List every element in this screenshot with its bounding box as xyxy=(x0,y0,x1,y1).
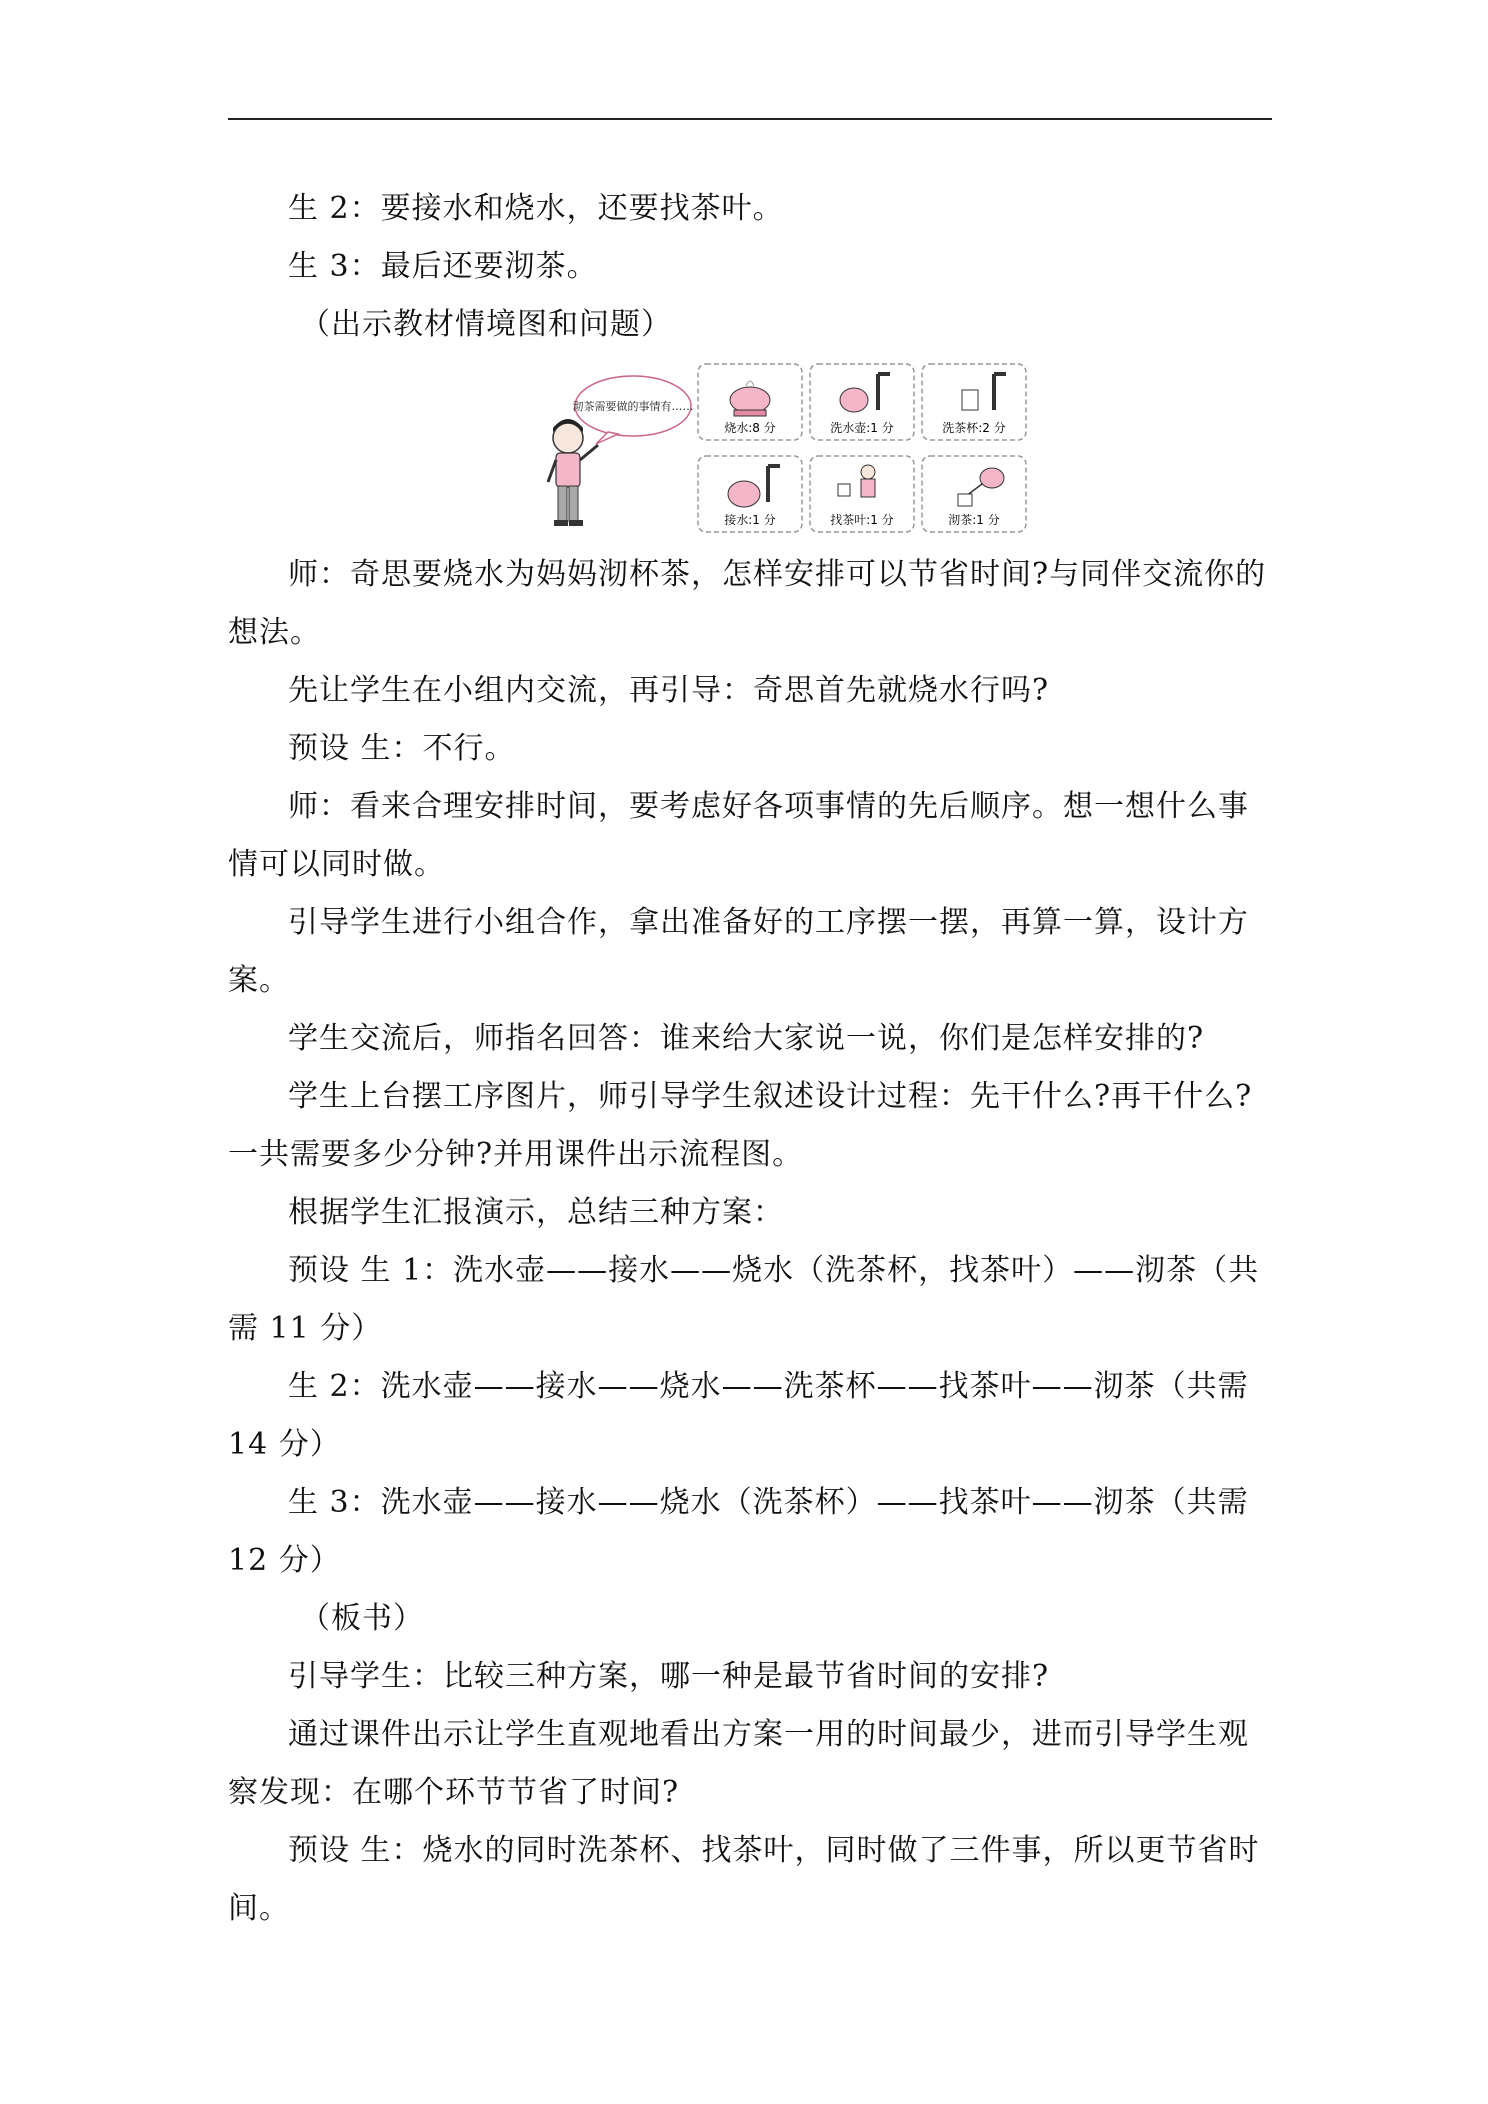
step-card-3 xyxy=(922,364,1026,440)
step-card-4-label: 接水:1 分 xyxy=(724,513,776,527)
paragraph-7: 师：看来合理安排时间，要考虑好各项事情的先后顺序。想一想什么事情可以同时做。 xyxy=(228,789,1249,882)
paragraph-12: 预设 生 1：洗水壶——接水——烧水（洗茶杯，找茶叶）——沏茶（共需 11 分） xyxy=(228,1253,1260,1346)
step-card-2 xyxy=(810,364,914,440)
speech-bubble-text: 沏茶需要做的事情有…… xyxy=(572,400,694,413)
document-body xyxy=(228,180,1272,1938)
paragraph-8: 引导学生进行小组合作，拿出准备好的工序摆一摆，再算一算，设计方案。 xyxy=(228,905,1249,998)
paragraph-11: 根据学生汇报演示，总结三种方案： xyxy=(288,1195,784,1230)
step-card-2-label: 洗水壶:1 分 xyxy=(830,421,894,435)
tea-steps-illustration xyxy=(538,360,1058,540)
paragraph-10: 学生上台摆工序图片，师引导学生叙述设计过程：先干什么?再干什么?一共需要多少分钟?并用课件出示流程图。 xyxy=(228,1079,1253,1172)
paragraph-13: 生 2：洗水壶——接水——烧水——洗茶杯——找茶叶——沏茶（共需 14 分） xyxy=(228,1369,1249,1462)
paragraph-15: （板书） xyxy=(300,1601,424,1636)
step-card-1 xyxy=(698,364,802,440)
step-card-3-label: 洗茶杯:2 分 xyxy=(942,421,1006,435)
boy-figure-icon xyxy=(548,419,598,526)
step-card-6 xyxy=(922,456,1026,532)
paragraph-17: 通过课件出示让学生直观地看出方案一用的时间最少，进而引导学生观察发现：在哪个环节节省了时间? xyxy=(228,1717,1249,1810)
paragraph-4: 师：奇思要烧水为妈妈沏杯茶，怎样安排可以节省时间?与同伴交流你的想法。 xyxy=(228,557,1267,650)
step-card-5 xyxy=(810,456,914,532)
step-card-5-label: 找茶叶:1 分 xyxy=(830,513,894,527)
illustration-svg xyxy=(538,360,1058,540)
paragraph-14: 生 3：洗水壶——接水——烧水（洗茶杯）——找茶叶——沏茶（共需 12 分） xyxy=(228,1485,1249,1578)
step-card-1-label: 烧水:8 分 xyxy=(724,421,776,435)
step-card-6-label: 沏茶:1 分 xyxy=(948,513,1000,527)
paragraph-2: 生 3：最后还要沏茶。 xyxy=(288,249,598,284)
paragraph-16: 引导学生：比较三种方案，哪一种是最节省时间的安排? xyxy=(288,1659,1050,1694)
header-rule xyxy=(228,118,1272,120)
paragraph-1: 生 2：要接水和烧水，还要找茶叶。 xyxy=(288,191,784,226)
step-card-4 xyxy=(698,456,802,532)
paragraph-6: 预设 生：不行。 xyxy=(288,731,516,766)
speech-bubble xyxy=(573,376,694,444)
paragraph-5: 先让学生在小组内交流，再引导：奇思首先就烧水行吗? xyxy=(288,673,1050,708)
paragraph-18: 预设 生：烧水的同时洗茶杯、找茶叶，同时做了三件事，所以更节省时间。 xyxy=(228,1833,1260,1926)
paragraph-9: 学生交流后，师指名回答：谁来给大家说一说，你们是怎样安排的? xyxy=(288,1021,1205,1056)
paragraph-3: （出示教材情境图和问题） xyxy=(300,307,672,342)
